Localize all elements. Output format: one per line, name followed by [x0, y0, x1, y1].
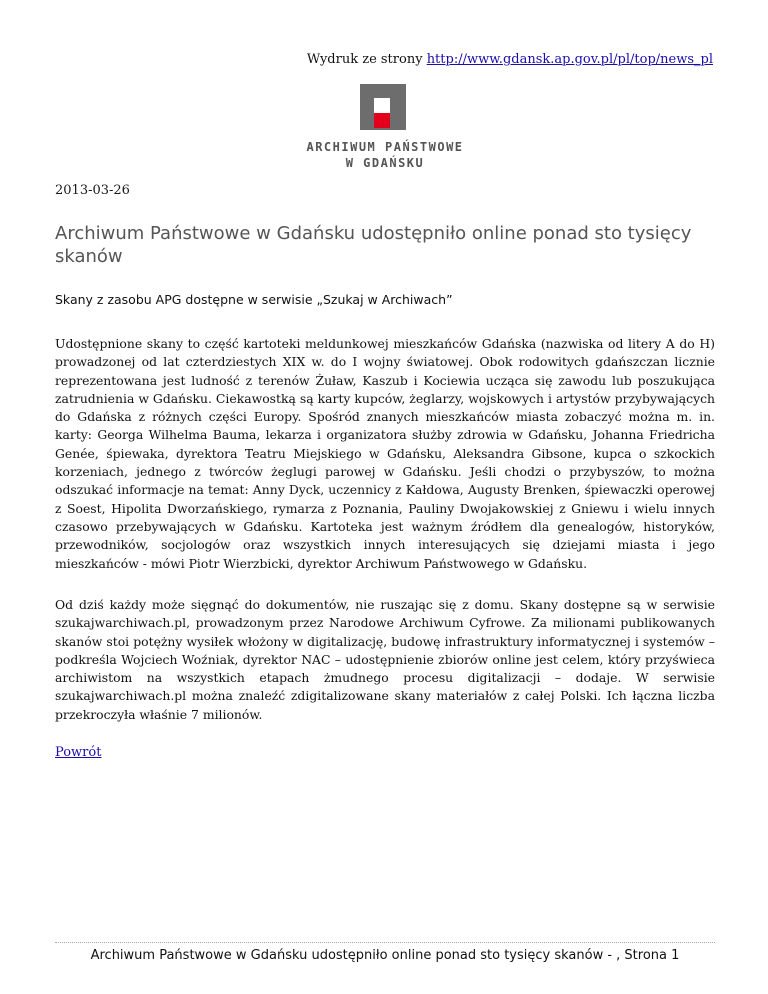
source-url-link[interactable]: http://www.gdansk.ap.gov.pl/pl/top/news_pl: [426, 52, 713, 67]
archive-logo: [295, 84, 475, 174]
logo-line-2: W GDAŃSKU: [345, 156, 425, 170]
logo-wordmark: [295, 139, 475, 171]
article-title: Archiwum Państwowe w Gdańsku udostępniło online ponad sto tysięcy skanów: [55, 223, 692, 267]
logo-mark-white-block: [374, 98, 390, 113]
logo-mark-red-block: [374, 113, 390, 128]
footer-divider: [55, 942, 715, 943]
page-footer: Archiwum Państwowe w Gdańsku udostępniło online ponad sto tysięcy skanów - , Strona 1: [90, 948, 680, 963]
article-lead: Skany z zasobu APG dostępne w serwisie „Szukaj w Archiwach”: [55, 292, 453, 307]
print-header-prefix: Wydruk ze strony: [306, 52, 423, 67]
print-header: [307, 52, 713, 67]
back-link[interactable]: Powrót: [55, 745, 102, 760]
article-paragraph: Od dziś każdy może sięgnąć do dokumentów, nie ruszając się z domu. Skany dostępne są w serwisie szukajwarchiwach.pl, prowadzonym przez Narodowe Archiwum Cyfrowe. Za milionami publikowanych skanów stoi potężny wysiłek włożony w digitalizację, budowę infrastruktury informatycznej i systemów – podkreśla Wojciech Woźniak, dyrektor NAC – udostępnienie zbiorów online jest celem, który przyświeca archiwistom na wszystkich etapach żmudnego procesu digitalizacji – dodaje. W serwisie szukajwarchiwach.pl można znaleźć zdigitalizowane skany materiałów z całej Polski. Ich łączna liczba przekroczyła właśnie 7 milionów.: [55, 597, 715, 722]
logo-mark: [360, 84, 406, 130]
article-paragraph: Udostępnione skany to część kartoteki meldunkowej mieszkańców Gdańska (nazwiska od litery A do H) prowadzonej od lat czterdziestych XIX w. do I wojny światowej. Obok rodowitych gdańszczan licznie reprezentowana jest ludność z terenów Żuław, Kaszub i Kociewia ucząca się zawodu lub poszukująca zatrudnienia w Gdańsku. Ciekawostką są karty kupców, żeglarzy, wojskowych i artystów przybywających do Gdańska z różnych części Europy. Spośród znanych mieszkańców miasta zobaczyć można m. in. karty: Georga Wilhelma Bauma, lekarza i organizatora służby zdrowia w Gdańsku, Johanna Friedricha Genée, śpiewaka, dyrektora Teatru Miejskiego w Gdańsku, Aleksandra Gibsone, kupca o szkockich korzeniach, jednego z twórców żeglugi parowej w Gdańsku. Jeśli chodzi o przybyszów, to można odszukać informacje na temat: Anny Dyck, uczennicy z Kałdowa, Augusty Brenken, śpiewaczki operowej z Soest, Hipolita Dworzańskiego, rymarza z Poznania, Pauliny Dwojakowskiej z Gniewu i wielu innych czasowo przebywających w Gdańsku. Kartoteka jest ważnym źródłem dla genealogów, historyków, przewodników, socjologów oraz wszystkich innych interesujących się dziejami miasta i jego mieszkańców - mówi Piotr Wierzbicki, dyrektor Archiwum Państwowego w Gdańsku.: [55, 336, 715, 571]
logo-line-1: ARCHIWUM PAŃSTWOWE: [306, 140, 464, 154]
article-date: 2013-03-26: [55, 183, 130, 198]
